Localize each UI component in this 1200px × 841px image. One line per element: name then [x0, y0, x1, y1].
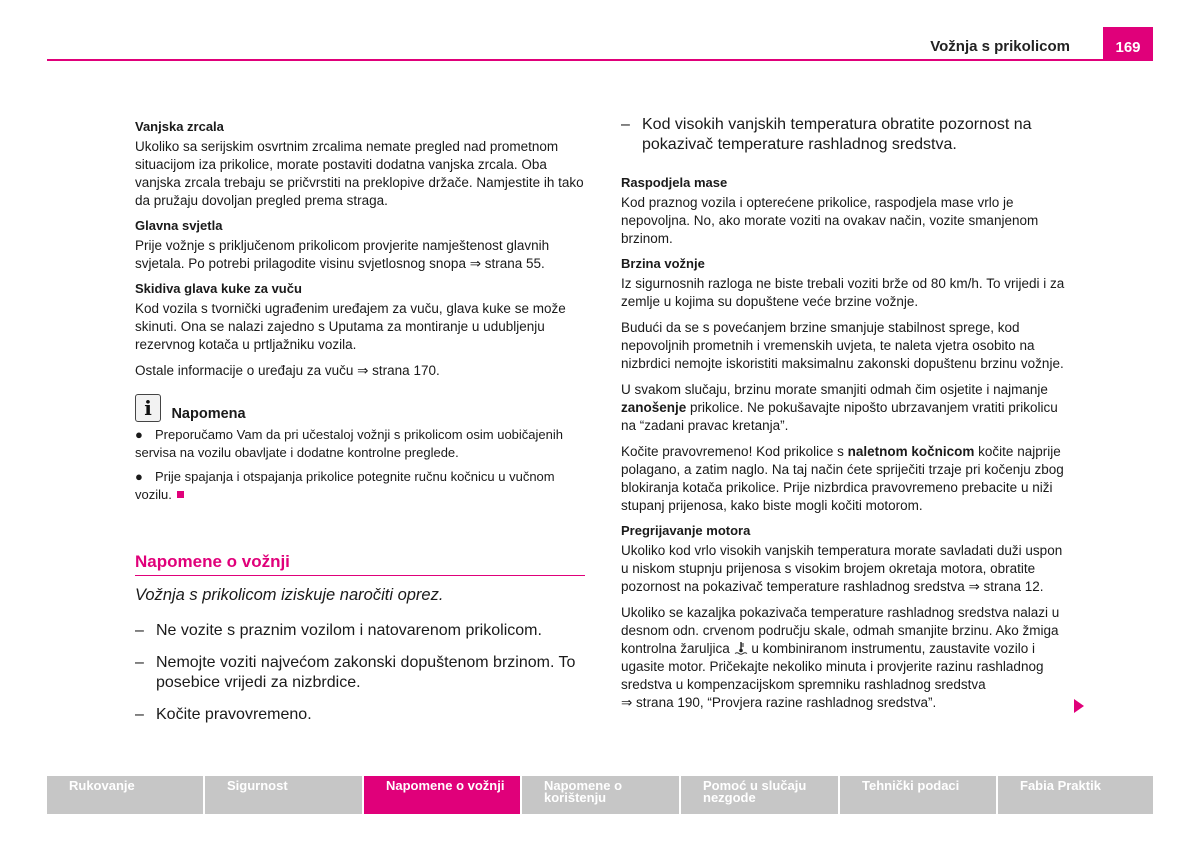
- note-bullet-1-text: Preporučamo Vam da pri učestaloj vožnji s prikolicom osim uobičajenih servisa na vozilu obavljate i dodatne kontrolne preglede.: [135, 427, 563, 460]
- next-page-arrow-icon[interactable]: [1074, 699, 1084, 713]
- nav-tab-rukovanje[interactable]: Rukovanje: [47, 776, 203, 814]
- paragraph-overheating-1: Ukoliko kod vrlo visokih vanjskih temperatura morate savladati duži uspon u niskom stupnju prijenosa s visokim brojem okretaja motora, obratite pozornost na pokazivač temperature rashladnog sredstva ⇒ strana 12.: [621, 543, 1063, 594]
- right-column: [621, 115, 1071, 720]
- page-number: 169: [1103, 27, 1153, 61]
- dash-item-4-text: Kod visokih vanjskih temperatura obratite pozornost na pokazivač temperature rashladnog sredstva.: [642, 116, 1032, 153]
- section-title: Napomene o vožnji: [135, 552, 585, 576]
- heading-overheating: Pregrijavanje motora: [621, 523, 751, 538]
- note-bullet-1: [135, 426, 585, 462]
- paragraph-towbar-info: Ostale informacije o uređaju za vuču ⇒ strana 170.: [135, 363, 440, 378]
- dash-item-3-text: Kočite pravovremeno.: [156, 706, 312, 723]
- nav-tab-sigurnost[interactable]: Sigurnost: [205, 776, 362, 814]
- note-bullet-2: [135, 468, 585, 504]
- bullet-icon: ●: [135, 469, 143, 484]
- header-divider: [47, 59, 1153, 61]
- speed-3-part-a: U svakom slučaju, brzinu morate smanjiti odmah čim osjetite i najmanje: [621, 382, 1048, 397]
- end-marker-icon: [177, 491, 184, 498]
- bullet-icon: ●: [135, 427, 143, 442]
- paragraph-towbar: Kod vozila s tvornički ugrađenim uređajem za vuču, glava kuke se može skinuti. Ona se nalazi zajedno s Uputama za montiranje u udubljenju rezervnog kotača u prtljažniku vozila.: [135, 301, 566, 352]
- overheating-2-part-b: u kombiniranom instrumentu, zaustavite vozilo i ugasite motor. Pričekajte nekoliko minuta i provjerite razinu rashladnog sredstva u kompenzacijskom spremniku rashladnog sredstva: [621, 641, 1044, 692]
- paragraph-headlights: Prije vožnje s priključenom prikolicom provjerite namještenost glavnih svjetala. Po potrebi prilagodite visinu svjetlosnog snopa ⇒ strana 55.: [135, 238, 550, 271]
- dash-item-2: [135, 653, 585, 693]
- dash-item-1-text: Ne vozite s praznim vozilom i natovarenom prikolicom.: [156, 622, 542, 639]
- overheating-2-part-c: ⇒ strana 190, “Provjera razine rashladnog sredstva”.: [621, 695, 937, 710]
- paragraph-mirrors: Ukoliko sa serijskim osvrtnim zrcalima nemate pregled nad prometnom situacijom iza prikolice, morate postaviti dodatna vanjska zrcala. Oba vanjska zrcala trebaju se pričvrstiti na preklopive držače. Namjestite ih tako da pružaju dovoljan pregled prema straga.: [135, 139, 584, 208]
- note-bullet-2-text: Prije spajanja i otspajanja prikolice potegnite ručnu kočnicu u vučnom vozilu.: [135, 469, 555, 502]
- paragraph-weight-distribution: Kod praznog vozila i opterećene prikolice, raspodjela mase vrlo je nepovoljna. No, ako morate voziti na ovakav način, vozite smanjenom brzinom.: [621, 195, 1039, 246]
- paragraph-speed-1: Iz sigurnosnih razloga ne biste trebali voziti brže od 80 km/h. To vrijedi i za zemlje u kojima su dopuštene veće brzine vožnje.: [621, 276, 1065, 309]
- dash-icon: –: [621, 116, 630, 133]
- note-title: Napomena: [171, 406, 246, 422]
- dash-item-2-text: Nemojte voziti najvećom zakonski dopuštenom brzinom. To posebice vrijedi za nizbrdice.: [156, 654, 576, 691]
- dash-item-3: [135, 705, 585, 725]
- nav-tab-fabia-praktik[interactable]: Fabia Praktik: [998, 776, 1153, 814]
- heading-mirrors: Vanjska zrcala: [135, 119, 224, 134]
- heading-weight-distribution: Raspodjela mase: [621, 175, 728, 190]
- note-header: [135, 394, 585, 422]
- overheating-2-part-a: Ukoliko se kazaljka pokazivača temperature rashladnog sredstva nalazi u desnom odn. crvenom području skale, odmah smanjite brzinu. Ako žmiga kontrolna žaruljica: [621, 605, 1060, 656]
- heading-towbar: Skidiva glava kuke za vuču: [135, 281, 302, 296]
- speed-4-bold: naletnom kočnicom: [847, 444, 975, 459]
- paragraph-speed-2: Budući da se s povećanjem brzine smanjuje stabilnost sprege, kod nepovoljnih prometnih i vremenskih uvjeta, te naleta vjetra osobito na nizbrdici nemojte iskoristiti maksimalnu zakonski dopuštenu brzinu vožnje.: [621, 320, 1064, 371]
- chapter-nav-bar: [47, 776, 1153, 814]
- left-column: [135, 115, 585, 737]
- dash-icon: –: [135, 622, 144, 639]
- nav-tab-napomene-o-koristenju[interactable]: Napomene o korištenju: [522, 776, 679, 814]
- dash-item-1: [135, 621, 585, 641]
- paragraph-overheating-2: [621, 604, 1071, 712]
- dash-item-4: [621, 115, 1071, 155]
- speed-4-part-a: Kočite pravovremeno! Kod prikolice s: [621, 444, 844, 459]
- heading-headlights: Glavna svjetla: [135, 218, 223, 233]
- info-icon: i: [135, 394, 161, 422]
- section-intro: Vožnja s prikolicom iziskuje naročiti oprez.: [135, 586, 444, 604]
- speed-3-part-c: prikolice. Ne pokušavajte nipošto ubrzavanjem vratiti prikolicu na “zadani pravac kretanja”.: [621, 400, 1058, 433]
- nav-tab-napomene-o-voznji[interactable]: Napomene o vožnji: [364, 776, 520, 814]
- speed-4-part-c: kočite najprije polagano, a zatim naglo. Na taj način ćete spriječiti trzaje pri kočenju zbog blokiranja kotača prikolice. Prije nizbrdica pravovremeno prebacite u niži stupanj prijenosa, kako biste mogli kočiti motorom.: [621, 444, 1064, 513]
- dash-icon: –: [135, 654, 144, 671]
- nav-tab-tehnicki-podaci[interactable]: Tehnički podaci: [840, 776, 996, 814]
- nav-tab-pomoc-u-slucaju-nezgode[interactable]: Pomoć u slučaju nezgode: [681, 776, 838, 814]
- speed-3-bold: zanošenje: [621, 400, 687, 415]
- coolant-warning-icon: [734, 641, 748, 655]
- page-header-title: Vožnja s prikolicom: [930, 38, 1070, 55]
- heading-speed: Brzina vožnje: [621, 256, 705, 271]
- dash-icon: –: [135, 706, 144, 723]
- paragraph-speed-4: [621, 443, 1071, 515]
- paragraph-speed-3: [621, 381, 1071, 435]
